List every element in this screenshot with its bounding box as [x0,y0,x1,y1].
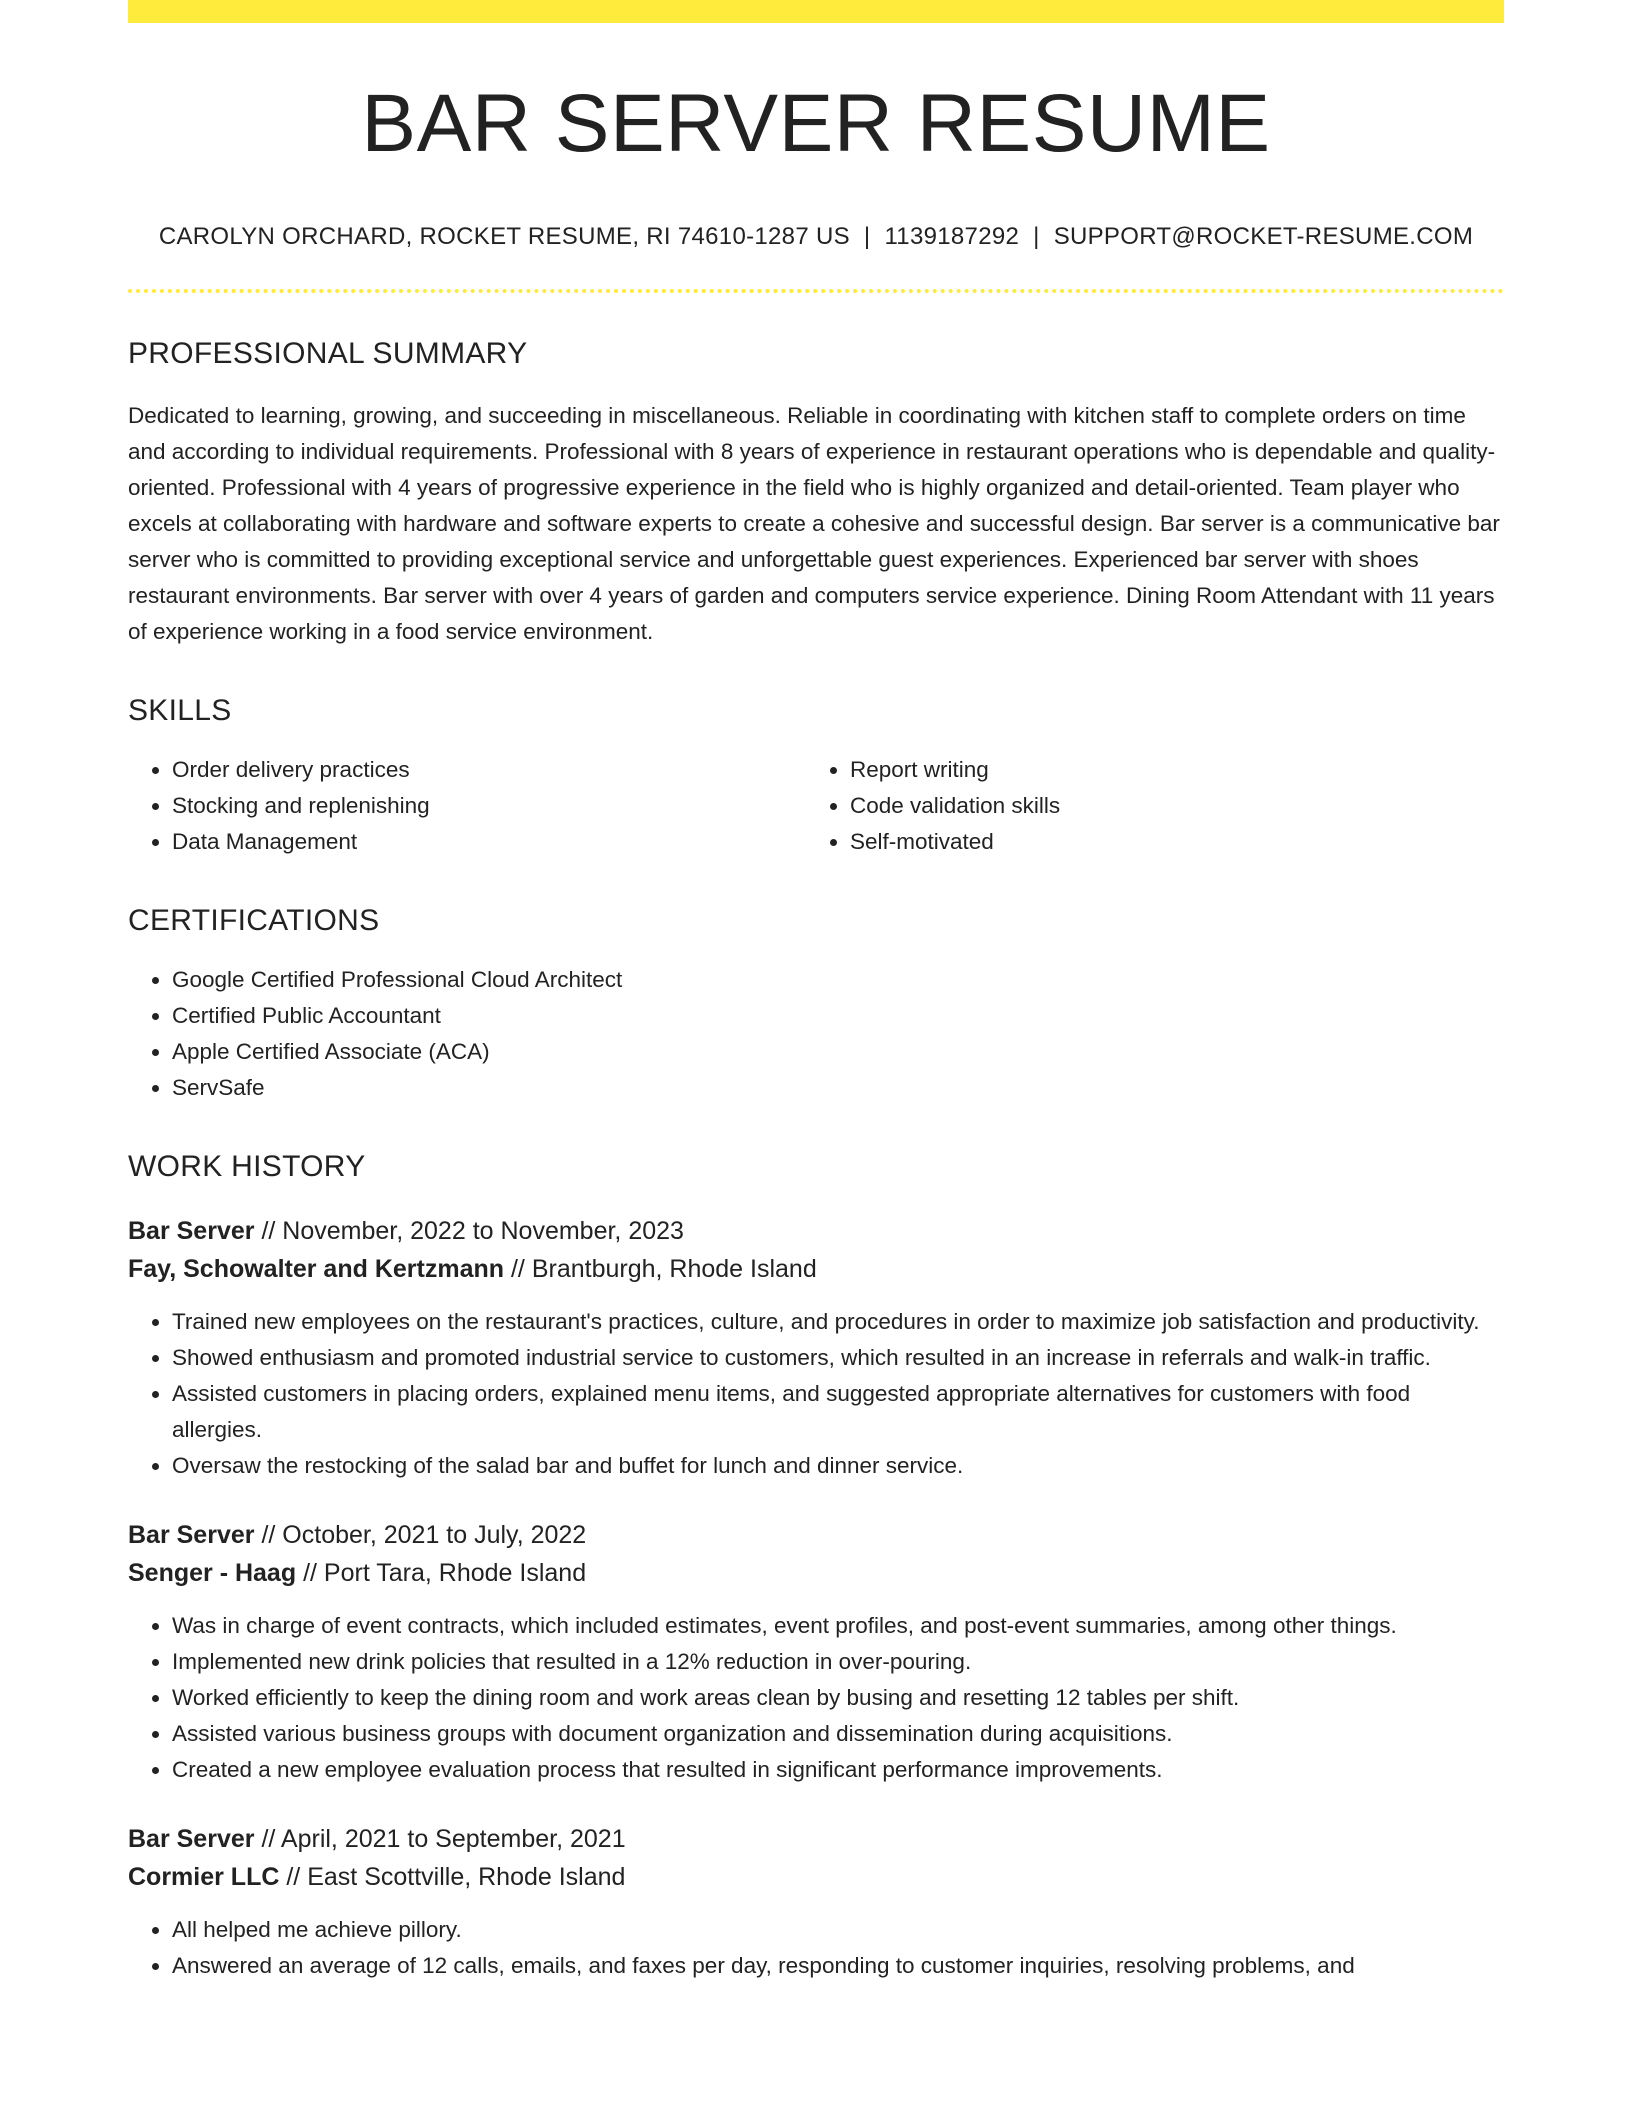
certification-item: • Certified Public Accountant [172,998,1504,1034]
job-location: Port Tara, Rhode Island [323,1559,587,1587]
job-duty: • Assisted various business groups with document organization and dissemination during acquisitions. [172,1716,1504,1752]
job-duty: • Worked efficiently to keep the dining room and work areas clean by busing and resetting 12 tables per shift. [172,1680,1504,1716]
job-duty: • Oversaw the restocking of the salad bar and buffet for lunch and dinner service. [172,1448,1504,1484]
job-location: Brantburgh, Rhode Island [531,1255,817,1283]
skills-grid [128,752,1504,860]
certification-item: • Apple Certified Associate (ACA) [172,1034,1504,1070]
job-location: East Scottville, Rhode Island [307,1863,626,1891]
contact-address: CAROLYN ORCHARD, ROCKET RESUME, RI 74610-1287 US [158,223,850,250]
job-entry [128,1216,1504,1484]
skill-item: • Self-motivated [850,824,1484,860]
job-company: Senger - Haag [128,1559,297,1587]
contact-email: SUPPORT@ROCKET-RESUME.COM [1053,223,1474,250]
certifications-list [128,962,1504,1106]
skills-section [128,696,1504,860]
summary-text: Dedicated to learning, growing, and succeeding in miscellaneous. Reliable in coordinating with kitchen staff to complete orders on time and according to individual requirements. Professional with 8 years of experience in restaurant operations who is dependable and quality-oriented. Professional with 4 years of progressive experience in the field who is highly organized and detail-oriented. Team player who excels at collaborating with hardware and software experts to create a cohesive and successful design. Bar server is a communicative bar server who is committed to providing exceptional service and unforgettable guest experiences. Experienced bar server with shoes restaurant environments. Bar server with over 4 years of garden and computers service experience. Dining Room Attendant with 11 years of experience working in a food service environment. [128,403,1500,644]
skill-item: • Code validation skills [850,788,1484,824]
professional-summary-section [128,339,1504,650]
resume-title: BAR SERVER RESUME [361,78,1271,169]
job-separator: // [261,1825,276,1853]
job-dates: November, 2022 to November, 2023 [282,1217,684,1245]
job-duties-list [128,1912,1504,1984]
job-separator: // [510,1255,525,1283]
job-entry [128,1520,1504,1788]
job-company-line [128,1862,1504,1892]
skill-item: • Stocking and replenishing [172,788,806,824]
work-history-section [128,1152,1504,1984]
job-duty: • Created a new employee evaluation process that resulted in significant performance improvements. [172,1752,1504,1788]
contact-separator: | [863,223,871,250]
job-duty: • Trained new employees on the restaurant's practices, culture, and procedures in order to maximize job satisfaction and productivity. [172,1304,1504,1340]
job-company-line [128,1254,1504,1284]
job-duty: • Answered an average of 12 calls, emails, and faxes per day, responding to customer inquiries, resolving problems, and [172,1948,1504,1984]
summary-heading: PROFESSIONAL SUMMARY [128,337,528,370]
job-duties-list [128,1608,1504,1788]
job-duty: • Assisted customers in placing orders, explained menu items, and suggested appropriate alternatives for customers with food allergies. [172,1376,1504,1448]
job-company: Cormier LLC [128,1863,280,1891]
job-company: Fay, Schowalter and Kertzmann [128,1255,505,1283]
job-title-line [128,1824,1504,1854]
job-duty: • Was in charge of event contracts, which included estimates, event profiles, and post-event summaries, among other things. [172,1608,1504,1644]
resume-page [128,0,1504,1984]
job-separator: // [261,1217,276,1245]
skill-item: • Data Management [172,824,806,860]
work-history-heading: WORK HISTORY [128,1150,366,1183]
job-title: Bar Server [128,1521,255,1549]
certification-item: • ServSafe [172,1070,1504,1106]
job-separator: // [303,1559,317,1587]
job-title: Bar Server [128,1825,255,1853]
skills-column-left [128,752,806,860]
certifications-heading: CERTIFICATIONS [128,904,380,937]
job-title-line [128,1520,1504,1550]
certifications-section [128,906,1504,1106]
skill-item: • Report writing [850,752,1484,788]
job-title-line [128,1216,1504,1246]
job-duty: • Showed enthusiasm and promoted industrial service to customers, which resulted in an increase in referrals and walk-in traffic. [172,1340,1504,1376]
contact-line [128,225,1504,249]
job-separator: // [261,1521,276,1549]
top-accent-bar [128,0,1504,23]
job-entry [128,1824,1504,1984]
job-duty: • Implemented new drink policies that resulted in a 12% reduction in over-pouring. [172,1644,1504,1680]
contact-separator: | [1033,223,1040,250]
job-separator: // [286,1863,301,1891]
job-duties-list [128,1304,1504,1484]
skills-column-right [806,752,1484,860]
skills-heading: SKILLS [128,694,232,727]
job-company-line [128,1558,1504,1588]
job-duty: • All helped me achieve pillory. [172,1912,1504,1948]
job-title: Bar Server [128,1217,255,1245]
contact-phone: 1139187292 [884,223,1020,250]
certification-item: • Google Certified Professional Cloud Architect [172,962,1504,998]
job-dates: April, 2021 to September, 2021 [280,1825,626,1853]
skill-item: • Order delivery practices [172,752,806,788]
job-dates: October, 2021 to July, 2022 [282,1521,587,1549]
dotted-divider [128,289,1504,293]
